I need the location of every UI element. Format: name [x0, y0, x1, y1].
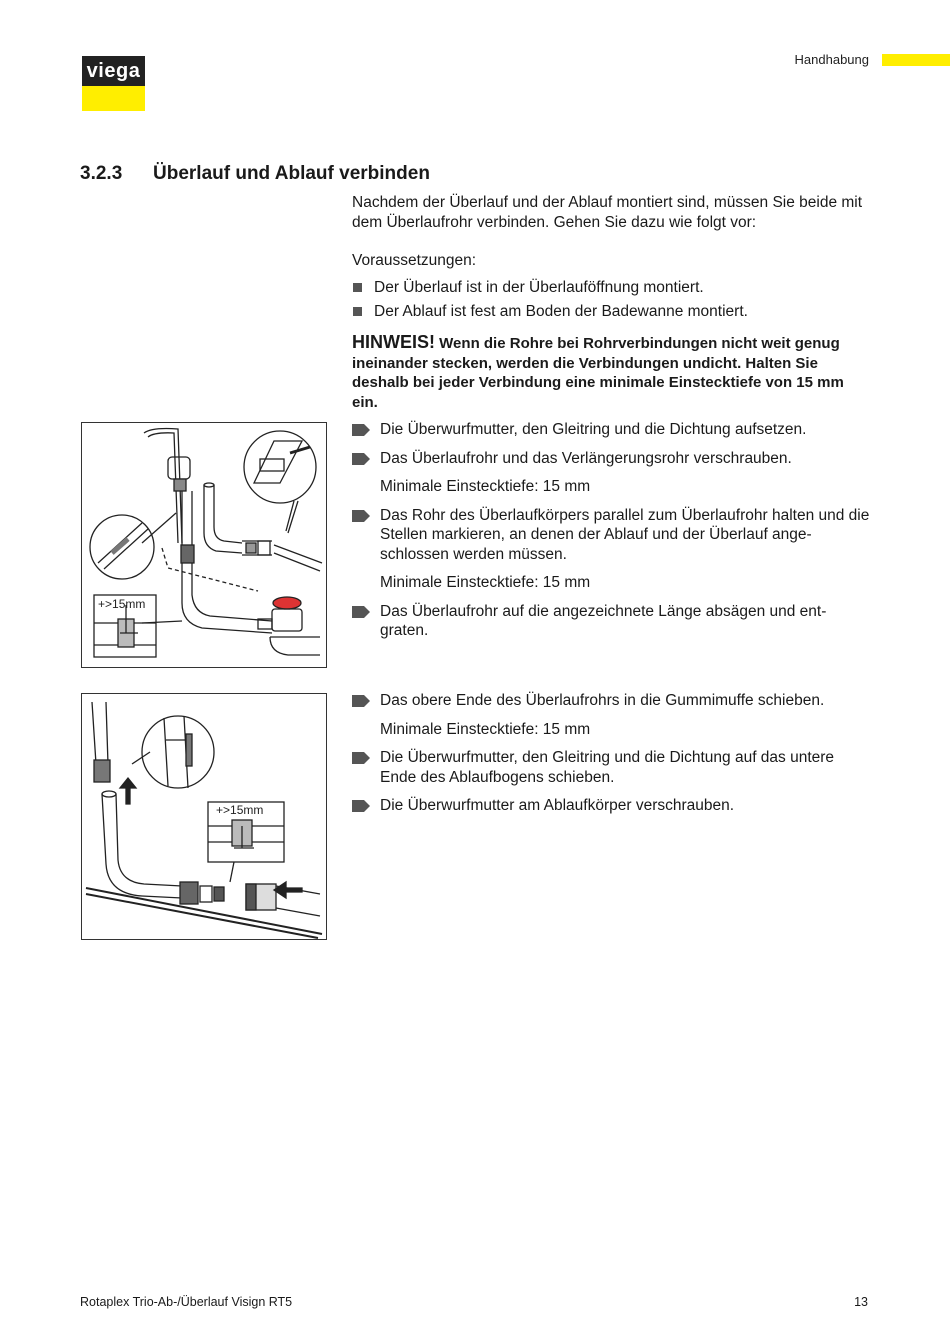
step-item: Die Überwurfmutter, den Gleitring und die Dichtung aufsetzen. [352, 420, 872, 440]
footer-product-name: Rotaplex Trio-Ab-/Überlauf Visign RT5 [80, 1295, 293, 1309]
square-bullet-icon [353, 283, 362, 292]
step-item: Das Überlaufrohr auf die angezeichnete Länge absägen und ent-graten. [352, 602, 872, 641]
step-item: Die Überwurfmutter, den Gleitring und die Dichtung auf das untere Ende des Ablaufbogens schieben. [352, 748, 872, 787]
dimension-label: +>15mm [98, 597, 146, 611]
notice-block [352, 333, 872, 412]
section-title: Überlauf und Ablauf verbinden [153, 163, 430, 184]
step-arrow-icon [352, 695, 370, 707]
step-item: Das Rohr des Überlaufkörpers parallel zum Überlaufrohr halten und die Stellen markieren, an denen der Ablauf und der Überlauf ange-schlossen werden müssen. Minimale Einstecktiefe: 15 mm [352, 506, 872, 593]
step-arrow-icon [352, 453, 370, 465]
figure-pipe-connection [81, 693, 327, 940]
step-arrow-icon [352, 606, 370, 618]
step-arrow-icon [352, 424, 370, 436]
step-item: Das obere Ende des Überlaufrohrs in die Gummimuffe schieben. Minimale Einstecktiefe: 15 mm [352, 691, 872, 739]
prerequisite-item: Der Ablauf ist fest am Boden der Badewanne montiert. [352, 302, 872, 322]
step-item: Die Überwurfmutter am Ablaufkörper verschrauben. [352, 796, 872, 816]
step-note: Minimale Einstecktiefe: 15 mm [380, 574, 591, 591]
logo-text: viega [82, 56, 145, 86]
overflow-pipe-illustration [82, 423, 326, 667]
intro-paragraph: Nachdem der Überlauf und der Ablauf montiert sind, müssen Sie beide mit dem Überlaufrohr verbinden. Gehen Sie dazu wie folgt vor: [352, 194, 863, 231]
prerequisites-label: Voraussetzungen: [352, 252, 477, 269]
step-note: Minimale Einstecktiefe: 15 mm [380, 720, 591, 738]
notice-label: HINWEIS! [352, 332, 435, 352]
chapter-label: Handhabung [794, 52, 869, 67]
step-arrow-icon [352, 800, 370, 812]
steps-list-1 [352, 420, 872, 650]
footer-page-number: 13 [854, 1295, 868, 1309]
notice-text: Wenn die Rohre bei Rohrverbindungen nicht weit genug ineinander stecken, werden die Verbindungen undicht. Halten Sie deshalb bei jeder Verbindung eine minimale Einstecktiefe von 15 mm ein. [352, 335, 844, 411]
step-arrow-icon [352, 510, 370, 522]
step-item: Das Überlaufrohr und das Verlängerungsrohr verschrauben. Minimale Einstecktiefe: 15 mm [352, 449, 872, 497]
chapter-accent-bar [882, 54, 950, 66]
viega-logo [82, 56, 145, 111]
steps-list-2 [352, 691, 872, 825]
figure-overflow-pipe-marking [81, 422, 327, 668]
step-arrow-icon [352, 752, 370, 764]
step-note: Minimale Einstecktiefe: 15 mm [380, 478, 591, 495]
square-bullet-icon [353, 307, 362, 316]
pipe-connection-illustration [82, 694, 326, 939]
logo-yellow-block [82, 86, 145, 111]
dimension-label: +>15mm [216, 803, 264, 817]
prerequisite-item: Der Überlauf ist in der Überlauföffnung montiert. [352, 278, 872, 298]
section-number: 3.2.3 [80, 163, 123, 184]
prerequisites-list [352, 278, 872, 325]
